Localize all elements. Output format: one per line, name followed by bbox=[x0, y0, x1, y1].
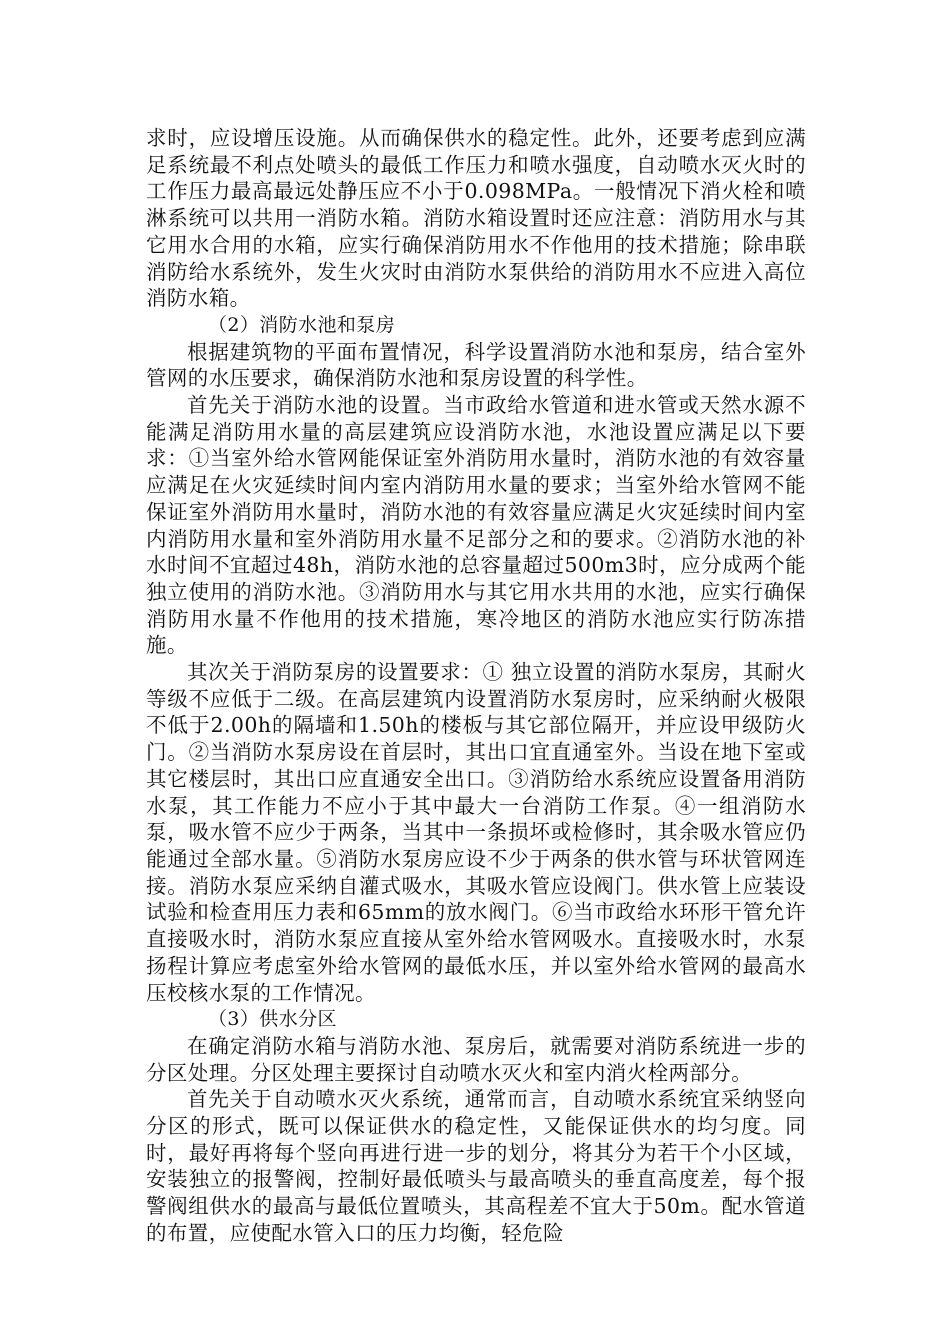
paragraph-fire-pool-setup: 首先关于消防水池的设置。当市政给水管道和进水管或天然水源不能满足消防用水量的高层建筑应设消防水池，水池设置应满足以下要求：①当室外给水管网能保证室外消防用水量时，消防水池的有效容量应满足在火灾延续时间内室内消防用水量的要求；当室外给水管网不能保证室外消防用水量时，消防水池的有效容量应满足火灾延续时间内室内消防用水量和室外消防用水量不足部分之和的要求。②消防水池的补水时间不宜超过48h，消防水池的总容量超过500m3时，应分成两个能独立使用的消防水池。③消防用水与其它用水共用的水池，应实行确保消防用水量不作他用的技术措施，寒冷地区的消防水池应实行防冻措施。 bbox=[146, 393, 806, 658]
paragraph-continuation: 求时，应设增压设施。从而确保供水的稳定性。此外，还要考虑到应满足系统最不利点处喷头的最低工作压力和喷水强度，自动喷水灭火时的工作压力最高最远处静压应不小于0.098MPa。一般情况下消火栓和喷淋系统可以共用一消防水箱。消防水箱设置时还应注意：消防用水与其它用水合用的水箱，应实行确保消防用水不作他用的技术措施；除串联消防给水系统外，发生火灾时由消防水泵供给的消防用水不应进入高位消防水箱。 bbox=[146, 126, 806, 311]
paragraph-zoning-intro: 在确定消防水箱与消防水池、泵房后，就需要对消防系统进一步的分区处理。分区处理主要探讨自动喷水灭火和室内消火栓两部分。 bbox=[146, 1033, 806, 1085]
paragraph-sprinkler-zoning: 首先关于自动喷水灭火系统，通常而言，自动喷水系统宜采纳竖向分区的形式，既可以保证供水的稳定性，又能保证供水的均匀度。同时，最好再将每个竖向再进行进一步的划分，将其分为若干个小区域，安装独立的报警阀，控制好最低喷头与最高喷头的垂直高度差，每个报警阀组供水的最高与最低位置喷头，其高程差不宜大于50m。配水管道的布置，应使配水管入口的压力均衡，轻危险 bbox=[146, 1087, 806, 1245]
section-heading-water-zoning: （3）供水分区 bbox=[208, 1008, 337, 1031]
paragraph-pump-room-requirements: 其次关于消防泵房的设置要求：① 独立设置的消防水泵房，其耐火等级不应低于二级。在高层建筑内设置消防水泵房时，应采纳耐火极限不低于2.00h的隔墙和1.50h的楼板与其它部位隔开，并应设甲级防火门。②当消防水泵房设在首层时，其出口宜直通室外。当设在地下室或其它楼层时，其出口应直通安全出口。③消防给水系统应设置备用消防水泵，其工作能力不应小于其中最大一台消防工作泵。④一组消防水泵，吸水管不应少于两条，当其中一条损坏或检修时，其余吸水管应仍能通过全部水量。⑤消防水泵房应设不少于两条的供水管与环状管网连接。消防水泵应采纳自灌式吸水，其吸水管应设阀门。供水管上应装设试验和检查用压力表和65mm的放水阀门。⑥当市政给水环形干管允许直接吸水时，消防水泵应直接从室外给水管网吸水。直接吸水时，水泵扬程计算应考虑室外给水管网的最低水压，并以室外给水管网的最高水压校核水泵的工作情况。 bbox=[146, 660, 806, 1005]
paragraph-intro-pool-pump: 根据建筑物的平面布置情况，科学设置消防水池和泵房，结合室外管网的水压要求，确保消防水池和泵房设置的科学性。 bbox=[146, 339, 806, 391]
document-body bbox=[146, 125, 806, 1247]
section-heading-pool-pump-room: （2）消防水池和泵房 bbox=[208, 313, 396, 336]
